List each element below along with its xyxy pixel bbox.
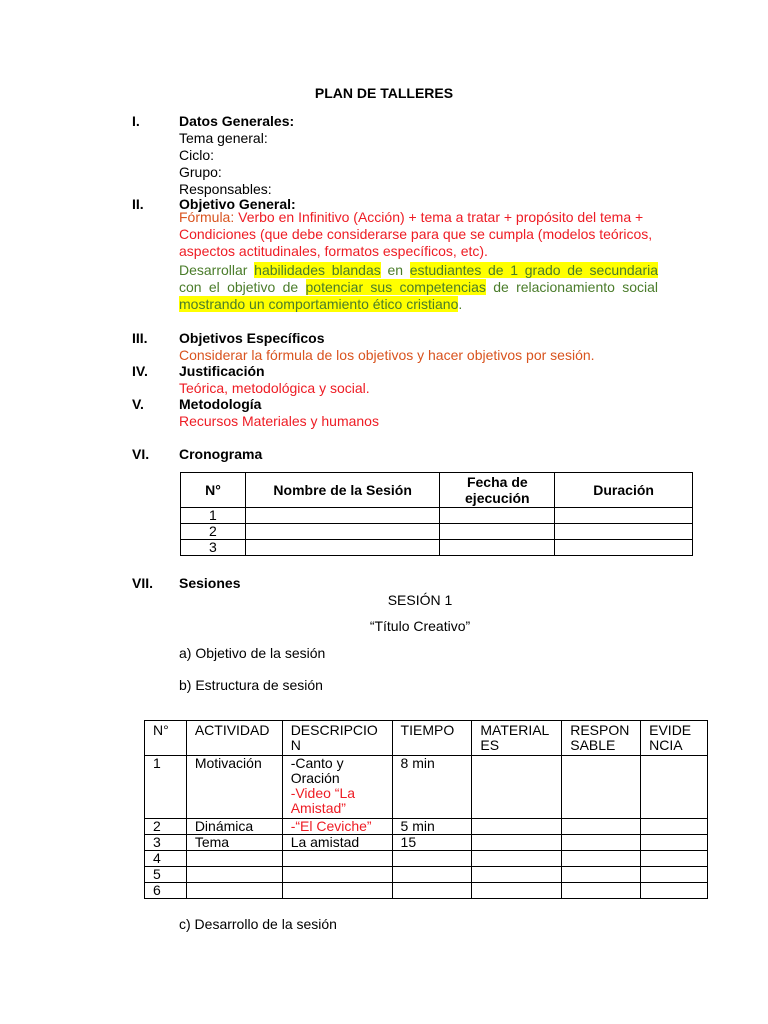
table-row [181, 540, 693, 556]
description-line: -Canto y Oración [290, 755, 344, 786]
table-cell [562, 883, 641, 899]
table-cell [641, 883, 708, 899]
section-5-number: V. [132, 396, 144, 412]
section-3-heading: Objetivos Específicos [179, 330, 325, 346]
column-header: N° [181, 473, 246, 508]
field-ciclo: Ciclo: [179, 147, 215, 163]
table-cell [472, 851, 562, 867]
table-row [181, 524, 693, 540]
table-cell [186, 883, 282, 899]
description-cell: La amistad [282, 835, 392, 851]
table-row [145, 867, 708, 883]
time-cell: 5 min [392, 819, 472, 835]
objective-relacionamiento: de relacionamiento social [485, 279, 658, 295]
table-cell [392, 851, 472, 867]
table-cell [641, 867, 708, 883]
table-cell [282, 867, 392, 883]
row-number: 6 [145, 883, 187, 899]
table-cell [186, 851, 282, 867]
table-row [145, 756, 708, 819]
table-cell [562, 835, 641, 851]
objective-connector: en [380, 262, 410, 278]
field-tema-general: Tema general: [179, 130, 268, 146]
row-number: 3 [181, 540, 246, 556]
activity-cell: Motivación [186, 756, 282, 819]
column-header: TIEMPO [392, 721, 472, 756]
section-2-number: II. [132, 196, 144, 212]
table-cell [555, 540, 693, 556]
objective-purpose: con el objetivo de [179, 279, 306, 295]
session-subtitle: “Título Creativo” [369, 618, 471, 634]
section-4-body: Teórica, metodológica y social. [179, 380, 370, 396]
table-cell [440, 524, 555, 540]
column-header: ACTIVIDAD [186, 721, 282, 756]
description-cell: -“El Ceviche” [282, 819, 392, 835]
table-row [181, 508, 693, 524]
section-1-heading: Datos Generales: [179, 113, 295, 129]
section-4-heading: Justificación [179, 363, 265, 379]
table-cell [440, 540, 555, 556]
activity-cell: Dinámica [186, 819, 282, 835]
session-objective-item: a) Objetivo de la sesión [179, 645, 326, 661]
time-cell: 15 [392, 835, 472, 851]
table-cell [282, 883, 392, 899]
field-responsables: Responsables: [179, 181, 272, 197]
table-cell [562, 851, 641, 867]
objective-period: . [458, 296, 463, 312]
table-cell [641, 756, 708, 819]
row-number: 4 [145, 851, 187, 867]
column-header: RESPON SABLE [562, 721, 641, 756]
row-number: 3 [145, 835, 187, 851]
table-cell [186, 867, 282, 883]
table-cell [641, 819, 708, 835]
table-row [145, 835, 708, 851]
table-cell [472, 756, 562, 819]
table-cell [245, 524, 440, 540]
session-structure-item: b) Estructura de sesión [179, 677, 323, 693]
highlight-mostrando: mostrando un comportamiento ético cristiano [179, 296, 459, 312]
cronograma-table [180, 472, 693, 556]
section-7-number: VII. [132, 575, 154, 591]
table-cell [440, 508, 555, 524]
column-header: EVIDE NCIA [641, 721, 708, 756]
table-cell [245, 540, 440, 556]
table-cell [562, 819, 641, 835]
row-number: 1 [181, 508, 246, 524]
column-header: DESCRIPCIO N [282, 721, 392, 756]
table-cell [562, 867, 641, 883]
description-line-red: -Video “La Amistad” [290, 785, 356, 816]
objective-verb: Desarrollar [179, 262, 248, 278]
highlight-potenciar: potenciar sus competencias [305, 279, 486, 295]
field-grupo: Grupo: [179, 164, 222, 180]
table-cell [562, 756, 641, 819]
row-number: 5 [145, 867, 187, 883]
table-header-row [181, 473, 693, 508]
column-header: Duración [555, 473, 693, 508]
table-row [145, 883, 708, 899]
table-cell [472, 835, 562, 851]
session-structure-table [144, 720, 708, 899]
row-number: 2 [145, 819, 187, 835]
table-cell [555, 524, 693, 540]
document-title: PLAN DE TALLERES [314, 85, 454, 101]
table-cell [472, 819, 562, 835]
table-cell [641, 851, 708, 867]
column-header: Fecha de ejecución [440, 473, 555, 508]
highlight-habilidades: habilidades blandas [254, 262, 381, 278]
column-header: Nombre de la Sesión [245, 473, 440, 508]
session-development-item: c) Desarrollo de la sesión [179, 916, 337, 932]
section-2-heading: Objetivo General: [179, 196, 296, 212]
formula-text: Verbo en Infinitivo (Acción) + tema a tratar + propósito del tema + Condiciones (que debe considerarse para que se cumpla (modelos teóricos, aspectos actitudinales, formatos específicos, etc). [179, 209, 653, 259]
table-row [145, 819, 708, 835]
formula-label: Fórmula: [179, 209, 235, 225]
table-row [145, 851, 708, 867]
table-cell [392, 867, 472, 883]
time-cell: 8 min [392, 756, 472, 819]
section-5-body: Recursos Materiales y humanos [179, 413, 379, 429]
highlight-estudiantes: estudiantes de 1 grado de secundaria [409, 262, 659, 278]
section-4-number: IV. [132, 363, 148, 379]
table-header-row [145, 721, 708, 756]
table-cell [472, 883, 562, 899]
section-5-heading: Metodología [179, 396, 262, 412]
section-1-number: I. [132, 113, 140, 129]
section-7-heading: Sesiones [179, 575, 241, 591]
table-cell [282, 851, 392, 867]
row-number: 1 [145, 756, 187, 819]
activity-cell: Tema [186, 835, 282, 851]
column-header: N° [145, 721, 187, 756]
description-cell [282, 756, 392, 819]
section-3-number: III. [132, 330, 148, 346]
table-cell [641, 835, 708, 851]
table-cell [472, 867, 562, 883]
table-cell [392, 883, 472, 899]
section-6-number: VI. [132, 446, 150, 462]
section-6-heading: Cronograma [179, 446, 263, 462]
table-cell [245, 508, 440, 524]
table-cell [555, 508, 693, 524]
row-number: 2 [181, 524, 246, 540]
objective-formula [179, 209, 659, 260]
objective-statement [179, 262, 658, 313]
section-3-body: Considerar la fórmula de los objetivos y hacer objetivos por sesión. [179, 347, 595, 363]
session-title: SESIÓN 1 [387, 592, 453, 608]
column-header: MATERIAL ES [472, 721, 562, 756]
